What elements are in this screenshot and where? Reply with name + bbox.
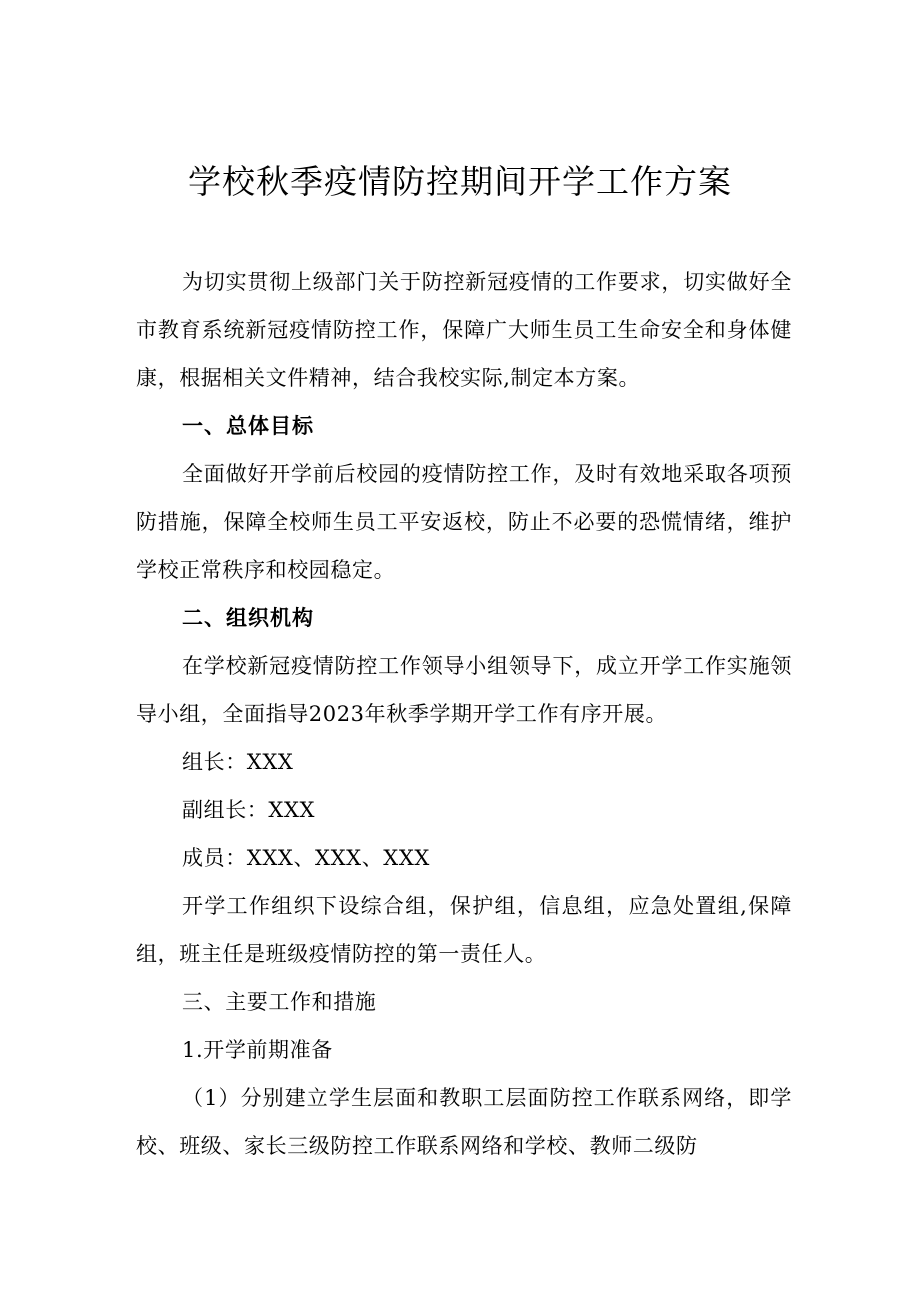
section2-paragraph: 在学校新冠疫情防控工作领导小组领导下，成立开学工作实施领导小组，全面指导2023年秋季学期开学工作有序开展。 [136, 654, 792, 726]
document-title: 学校秋季疫情防控期间开学工作方案 [188, 162, 732, 201]
intro-paragraph: 为切实贯彻上级部门关于防控新冠疫情的工作要求，切实做好全市教育系统新冠疫情防控工作，保障广大师生员工生命安全和身体健康，根据相关文件精神，结合我校实际,制定本方案。 [136, 270, 792, 390]
group-leader-line: 组长：XXX [182, 750, 294, 774]
members-line: 成员：XXX、XXX、XXX [182, 846, 430, 870]
section3-subheading: 1.开学前期准备 [182, 1038, 333, 1062]
section3-item1-paragraph: （1）分别建立学生层面和教职工层面防控工作联系网络，即学校、班级、家长三级防控工作联系网络和学校、教师二级防 [136, 1086, 792, 1158]
groups-paragraph: 开学工作组织下设综合组，保护组，信息组，应急处置组,保障组，班主任是班级疫情防控的第一责任人。 [136, 894, 792, 966]
deputy-leader-line: 副组长：XXX [182, 798, 316, 822]
section1-paragraph: 全面做好开学前后校园的疫情防控工作，及时有效地采取各项预防措施，保障全校师生员工平安返校，防止不必要的恐慌情绪，维护学校正常秩序和校园稳定。 [136, 462, 792, 582]
section2-heading: 二、组织机构 [182, 606, 314, 630]
section3-heading: 三、主要工作和措施 [182, 990, 377, 1014]
section1-heading: 一、总体目标 [182, 414, 314, 438]
